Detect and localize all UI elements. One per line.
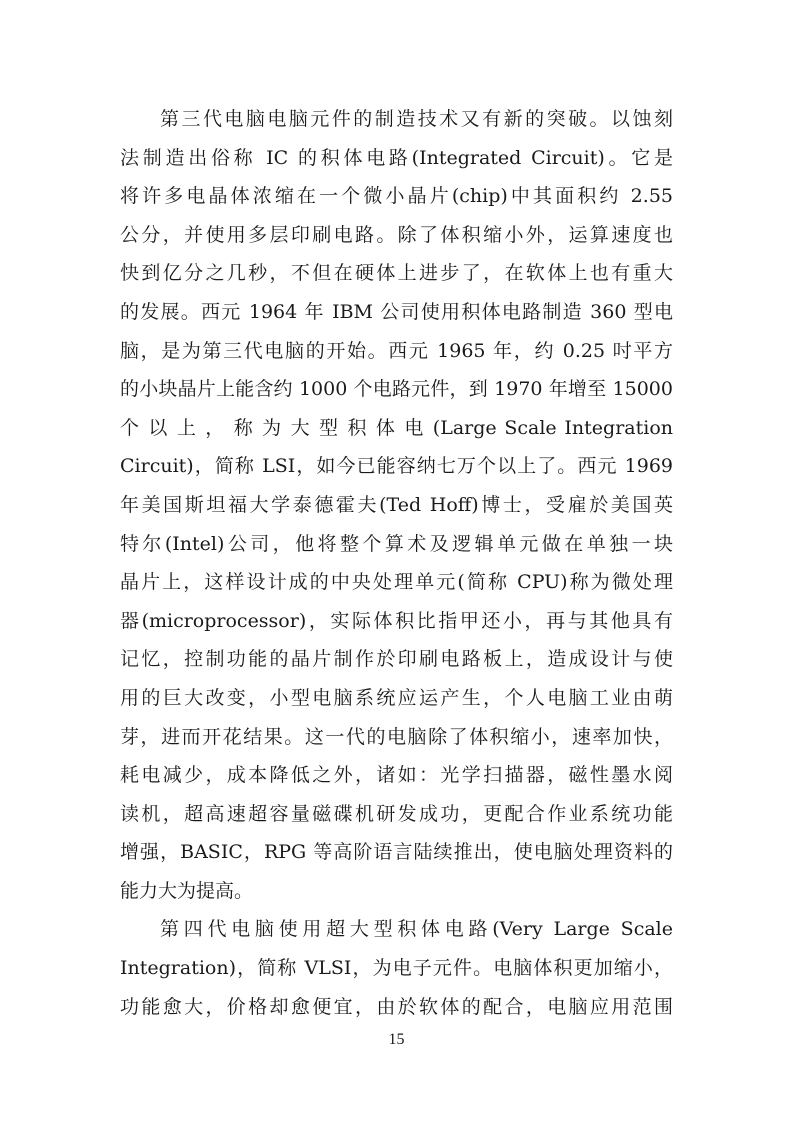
paragraph-fourth-generation <box>120 910 673 1026</box>
text-line: 能力大为提高。 <box>120 879 254 902</box>
text-line: 晶片上，这样设计成的中央处理单元(简称 CPU)称为微处理 <box>120 571 673 594</box>
text-line: Circuit)，简称 LSI，如今已能容纳七万个以上了。西元 1969 <box>120 455 673 478</box>
paragraph-third-generation <box>120 100 673 910</box>
text-line: 第三代电脑电脑元件的制造技术又有新的突破。以蚀刻 <box>160 108 673 130</box>
text-line: 法制造出俗称 IC 的积体电路(Integrated Circuit)。它是 <box>120 146 673 169</box>
text-line: 器(microprocessor)，实际体积比指甲还小，再与其他具有 <box>120 609 673 632</box>
text-line: 的发展。西元 1964 年 IBM 公司使用积体电路制造 360 型电 <box>120 300 673 323</box>
page-number: 15 <box>388 1031 405 1048</box>
text-line: 脑，是为第三代电脑的开始。西元 1965 年，约 0.25 吋平方 <box>120 339 673 362</box>
text-line: 快到亿分之几秒，不但在硬体上进步了，在软体上也有重大 <box>120 262 673 285</box>
text-line: 读机，超高速超容量磁碟机研发成功，更配合作业系统功能 <box>120 802 673 825</box>
text-line: Integration)，简称 VLSI，为电子元件。电脑体积更加缩小， <box>120 957 673 980</box>
text-line: 功能愈大，价格却愈便宜，由於软体的配合，电脑应用范围 <box>120 995 673 1018</box>
text-line: 公分，并使用多层印刷电路。除了体积缩小外，运算速度也 <box>120 223 673 246</box>
text-line: 耗电减少，成本降低之外，诸如：光学扫描器，磁性墨水阅 <box>120 764 673 787</box>
text-line: 记忆，控制功能的晶片制作於印刷电路板上，造成设计与使 <box>120 648 673 671</box>
text-line: 增强，BASIC，RPG 等高阶语言陆续推出，使电脑处理资料的 <box>120 841 673 864</box>
document-body <box>120 100 673 1026</box>
text-line: 芽，进而开花结果。这一代的电脑除了体积缩小，速率加快， <box>120 725 673 748</box>
text-line: 将许多电晶体浓缩在一个微小晶片(chip)中其面积约 2.55 <box>120 185 673 208</box>
text-line: 用的巨大改变，小型电脑系统应运产生，个人电脑工业由萌 <box>120 686 673 709</box>
text-line: 的小块晶片上能含约 1000 个电路元件，到 1970 年增至 15000 <box>120 378 673 401</box>
text-line: 年美国斯坦福大学泰德霍夫(Ted Hoff)博士，受雇於美国英 <box>120 493 673 516</box>
text-line: 第四代电脑使用超大型积体电路(Very Large Scale <box>160 918 673 941</box>
text-line: 特尔(Intel)公司，他将整个算术及逻辑单元做在单独一块 <box>120 532 673 555</box>
text-line: 个 以 上 ， 称 为 大 型 积 体 电 (Large Scale Integration <box>120 416 673 439</box>
